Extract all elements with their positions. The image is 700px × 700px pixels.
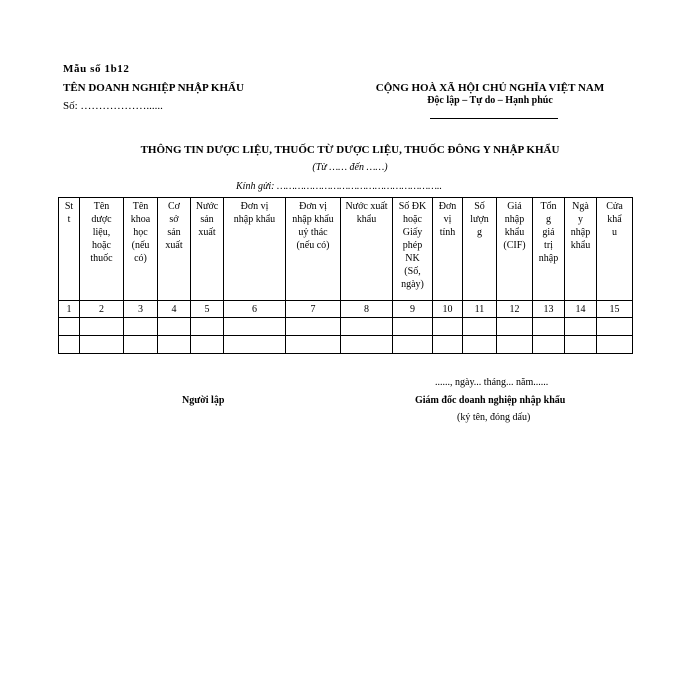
column-number: 12: [497, 301, 533, 318]
table-cell: [533, 336, 565, 354]
table-cell: [463, 318, 497, 336]
column-number: 2: [80, 301, 124, 318]
signature-note: (ký tên, đóng dấu): [457, 412, 531, 423]
form-code: Mẫu số 1b12: [63, 63, 130, 75]
import-info-table: [58, 197, 633, 354]
column-number-row: [59, 301, 633, 318]
nation-name: CỘNG HOÀ XÃ HỘI CHỦ NGHĨA VIỆT NAM: [375, 82, 605, 94]
column-number: 3: [124, 301, 158, 318]
table-cell: [124, 336, 158, 354]
column-header: Số ĐK hoặc Giấy phép NK (Số, ngày): [393, 198, 433, 301]
column-number: 7: [286, 301, 341, 318]
table-cell: [59, 318, 80, 336]
table-cell: [80, 318, 124, 336]
date-line: ......, ngày... tháng... năm......: [435, 377, 549, 388]
table-cell: [286, 318, 341, 336]
column-header: Nước sản xuất: [191, 198, 224, 301]
table-cell: [341, 336, 393, 354]
column-header: Đơn vị tính: [433, 198, 463, 301]
reporting-period: (Từ …… đến ……): [312, 162, 388, 173]
table-cell: [463, 336, 497, 354]
column-number: 11: [463, 301, 497, 318]
director-label: Giám đốc doanh nghiệp nhập khẩu: [415, 395, 566, 406]
column-number: 6: [224, 301, 286, 318]
national-header: [370, 82, 610, 106]
column-number: 1: [59, 301, 80, 318]
table-cell: [393, 336, 433, 354]
table-cell: [158, 318, 191, 336]
column-number: 10: [433, 301, 463, 318]
table-row: [59, 318, 633, 336]
column-header: Đơn vị nhập khẩu: [224, 198, 286, 301]
table-cell: [191, 318, 224, 336]
column-header: St t: [59, 198, 80, 301]
column-number: 5: [191, 301, 224, 318]
column-header: Tên khoa học (nếu có): [124, 198, 158, 301]
document-number: Số: ………………......: [63, 100, 163, 112]
column-number: 4: [158, 301, 191, 318]
column-number: 14: [565, 301, 597, 318]
recipient-line: Kính gửi: ………………………………………………..: [236, 181, 443, 192]
table-cell: [533, 318, 565, 336]
table-cell: [433, 318, 463, 336]
column-header: Ngà y nhập khẩu: [565, 198, 597, 301]
column-number: 15: [597, 301, 633, 318]
table-cell: [341, 318, 393, 336]
document-title: THÔNG TIN DƯỢC LIỆU, THUỐC TỪ DƯỢC LIỆU, THUỐC ĐÔNG Y NHẬP KHẨU: [140, 144, 560, 156]
table-cell: [497, 318, 533, 336]
table-cell: [191, 336, 224, 354]
column-header: Đơn vị nhập khẩu uỷ thác (nếu có): [286, 198, 341, 301]
column-header: Tên dược liệu, hoặc thuốc: [80, 198, 124, 301]
table-cell: [433, 336, 463, 354]
table-cell: [597, 318, 633, 336]
table-cell: [224, 336, 286, 354]
column-header: Nước xuất khẩu: [341, 198, 393, 301]
table-cell: [597, 336, 633, 354]
table-cell: [497, 336, 533, 354]
column-header: Số lượn g: [463, 198, 497, 301]
column-header: Cửa khẩ u: [597, 198, 633, 301]
column-number: 13: [533, 301, 565, 318]
national-motto: Độc lập – Tự do – Hạnh phúc: [427, 95, 553, 106]
table-cell: [80, 336, 124, 354]
preparer-label: Người lập: [182, 395, 225, 406]
table-cell: [565, 336, 597, 354]
column-number: 8: [341, 301, 393, 318]
table-cell: [565, 318, 597, 336]
table-cell: [286, 336, 341, 354]
table-row: [59, 336, 633, 354]
column-header: Cơ sở sản xuất: [158, 198, 191, 301]
column-header: Giá nhập khẩu (CIF): [497, 198, 533, 301]
table-cell: [224, 318, 286, 336]
company-name: TÊN DOANH NGHIỆP NHẬP KHẨU: [63, 82, 244, 94]
table-cell: [393, 318, 433, 336]
column-header: Tổn g giá trị nhập: [533, 198, 565, 301]
motto-underline: [430, 118, 558, 119]
table-header-row: [59, 198, 633, 301]
column-number: 9: [393, 301, 433, 318]
table-cell: [124, 318, 158, 336]
table-cell: [158, 336, 191, 354]
table-cell: [59, 336, 80, 354]
